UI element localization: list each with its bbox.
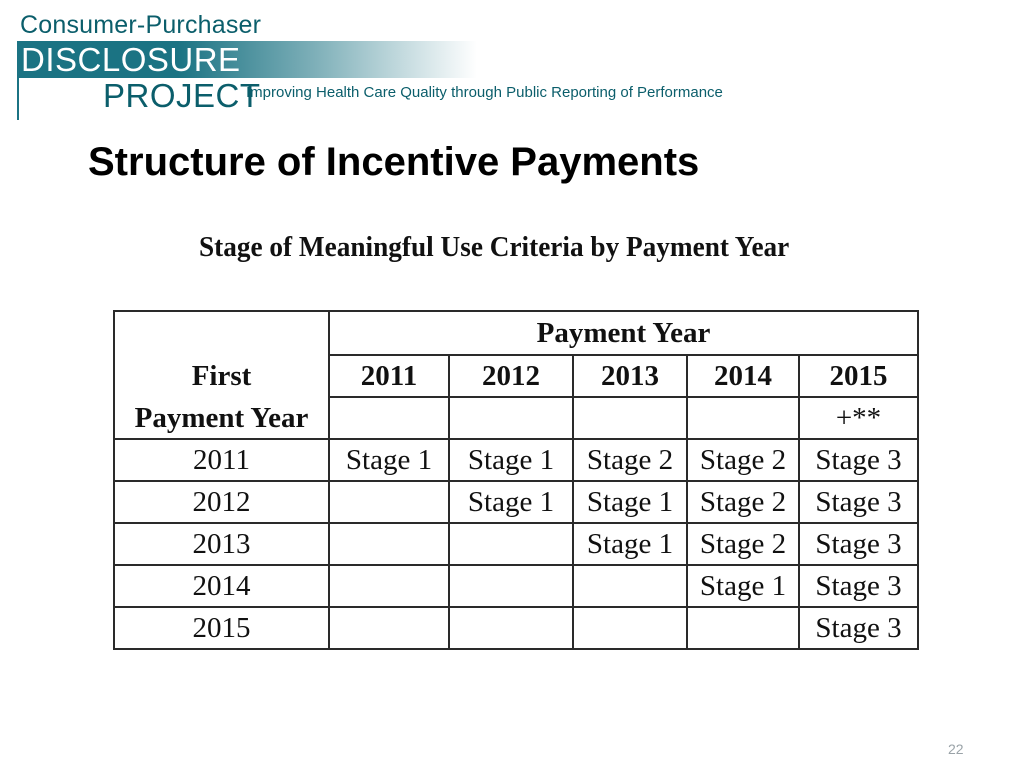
stage-cell: Stage 1 xyxy=(449,439,573,481)
stage-cell: Stage 1 xyxy=(449,481,573,523)
stage-cell xyxy=(449,607,573,649)
stage-cell: Stage 3 xyxy=(799,565,918,607)
row-year: 2015 xyxy=(114,607,329,649)
column-group-header: Payment Year xyxy=(329,311,918,355)
logo-line-project: PROJECT xyxy=(103,77,261,114)
stage-cell xyxy=(573,565,687,607)
stage-cell xyxy=(449,565,573,607)
row-year: 2012 xyxy=(114,481,329,523)
stage-cell: Stage 2 xyxy=(687,481,799,523)
table-row xyxy=(114,523,918,565)
stage-cell: Stage 3 xyxy=(799,481,918,523)
page-title: Structure of Incentive Payments xyxy=(88,140,700,184)
row-year: 2014 xyxy=(114,565,329,607)
column-header: 2015 xyxy=(799,355,918,397)
row-header-payment-year: Payment Year xyxy=(114,397,329,439)
stage-cell: Stage 2 xyxy=(687,523,799,565)
stage-cell: Stage 1 xyxy=(573,481,687,523)
stage-cell xyxy=(687,607,799,649)
table-row xyxy=(114,439,918,481)
stage-cell: Stage 2 xyxy=(573,439,687,481)
row-year: 2011 xyxy=(114,439,329,481)
table-caption: Stage of Meaningful Use Criteria by Payment Year xyxy=(199,231,790,263)
stage-cell: Stage 1 xyxy=(687,565,799,607)
stage-cell xyxy=(573,607,687,649)
stage-cell: Stage 3 xyxy=(799,439,918,481)
stage-cell: Stage 1 xyxy=(329,439,449,481)
row-year: 2013 xyxy=(114,523,329,565)
stage-cell: Stage 3 xyxy=(799,523,918,565)
column-note xyxy=(573,397,687,439)
column-note-2015: +** xyxy=(799,397,918,439)
column-note xyxy=(687,397,799,439)
column-header: 2014 xyxy=(687,355,799,397)
payment-stage-table xyxy=(113,310,919,650)
header-corner-top xyxy=(114,311,329,355)
table-row xyxy=(114,565,918,607)
logo-line-disclosure: DISCLOSURE xyxy=(21,41,241,78)
slide-number: 22 xyxy=(948,741,964,757)
table-row xyxy=(114,481,918,523)
column-header: 2013 xyxy=(573,355,687,397)
stage-cell xyxy=(329,565,449,607)
column-header: 2012 xyxy=(449,355,573,397)
stage-cell: Stage 3 xyxy=(799,607,918,649)
stage-cell: Stage 2 xyxy=(687,439,799,481)
logo-divider xyxy=(17,78,19,120)
stage-cell xyxy=(449,523,573,565)
column-header: 2011 xyxy=(329,355,449,397)
table-row xyxy=(114,607,918,649)
row-header-first: First xyxy=(114,355,329,397)
stage-cell xyxy=(329,481,449,523)
logo-tagline: Improving Health Care Quality through Public Reporting of Performance xyxy=(246,84,723,101)
stage-cell: Stage 1 xyxy=(573,523,687,565)
stage-cell xyxy=(329,607,449,649)
stage-cell xyxy=(329,523,449,565)
logo-line-consumer-purchaser: Consumer-Purchaser xyxy=(20,11,262,39)
column-note xyxy=(449,397,573,439)
column-note xyxy=(329,397,449,439)
